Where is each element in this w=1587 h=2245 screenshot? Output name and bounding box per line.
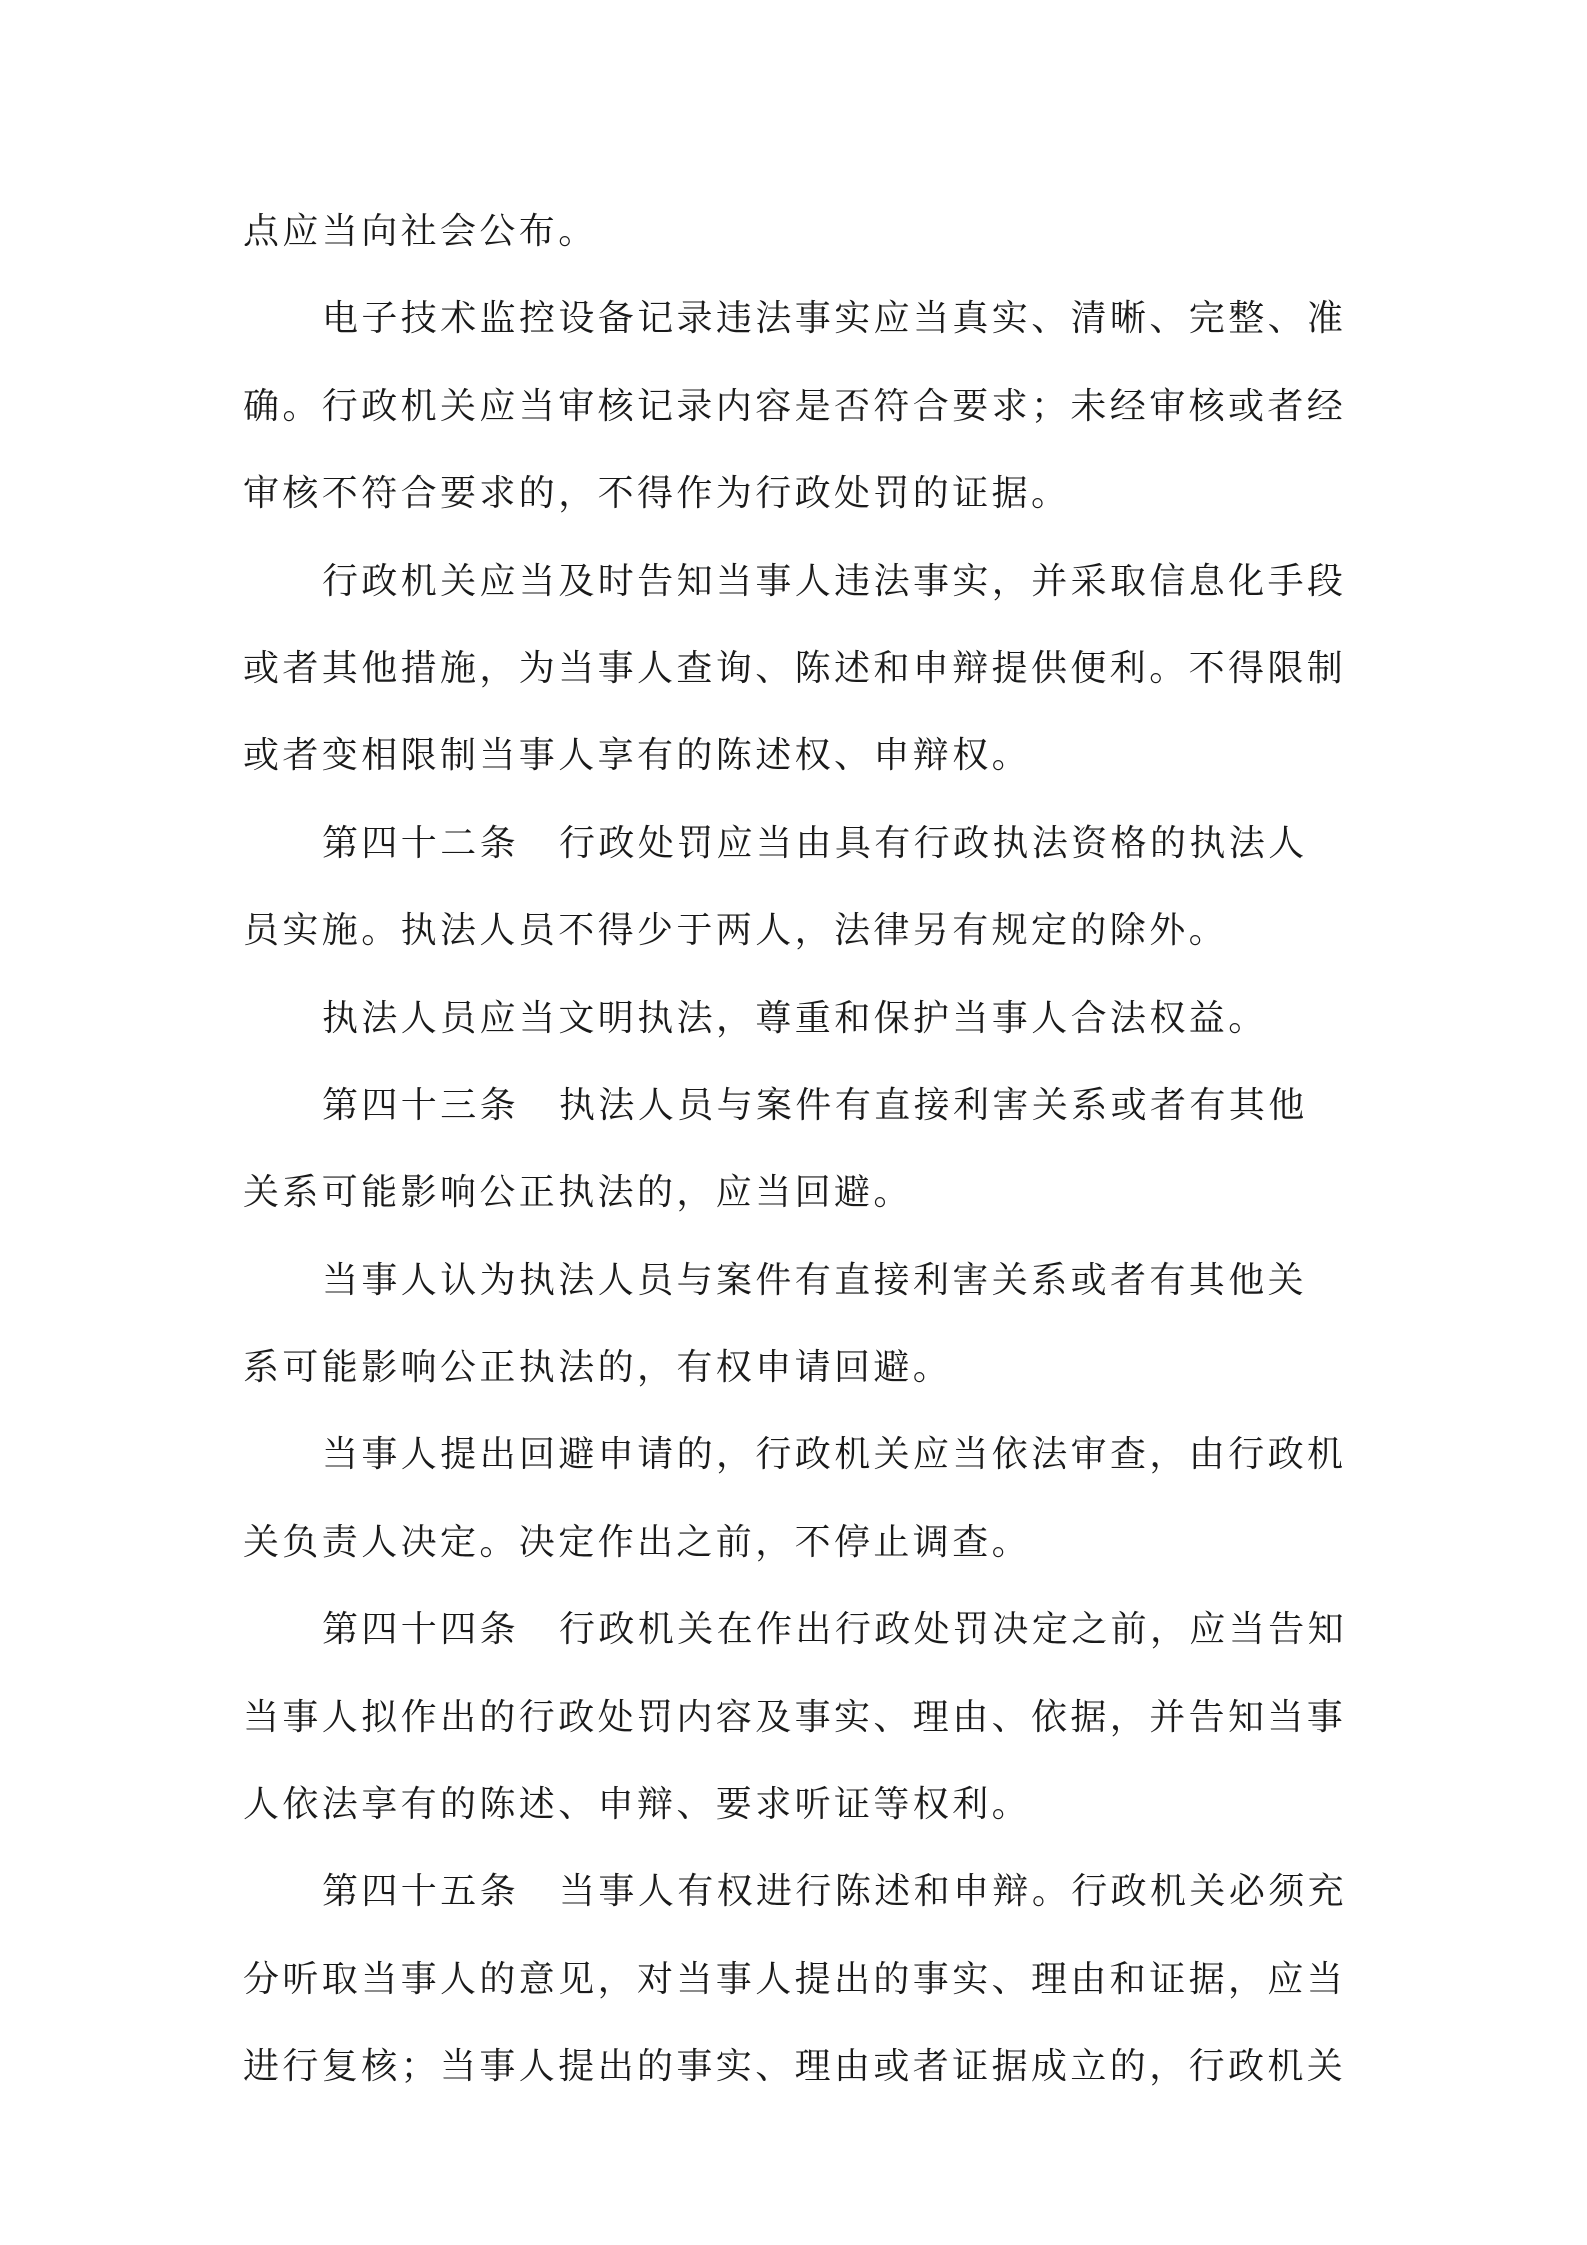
article-first-line	[243, 1586, 1353, 1673]
text-line: 当事人提出回避申请的，行政机关应当依法审查，由行政机	[322, 1434, 1347, 1476]
paragraph-electronic-monitoring	[243, 275, 1353, 537]
text-line: 电子技术监控设备记录违法事实应当真实、清晰、完整、准	[322, 298, 1347, 340]
text-line: 关系可能影响公正执法的，应当回避。	[243, 1172, 913, 1214]
text-line: 分听取当事人的意见，对当事人提出的事实、理由和证据，应当	[243, 1958, 1347, 2000]
paragraph-continuation	[243, 188, 1353, 275]
text-line: 点应当向社会公布。	[243, 211, 598, 252]
text-line: 进行复核；当事人提出的事实、理由或者证据成立的，行政机关	[243, 2046, 1347, 2088]
text-line: 确。行政机关应当审核记录内容是否符合要求；未经审核或者经	[243, 385, 1347, 427]
text-line: 当事人有权进行陈述和申辩。行政机关必须充	[559, 1871, 1348, 1913]
paragraph-article-43	[243, 1062, 1353, 1237]
article-number: 第四十二条	[322, 822, 520, 864]
text-line: 当事人认为执法人员与案件有直接利害关系或者有其他关	[322, 1259, 1308, 1301]
text-line: 执法人员应当文明执法，尊重和保护当事人合法权益。	[322, 997, 1268, 1039]
text-line: 或者变相限制当事人享有的陈述权、申辩权。	[243, 735, 1032, 777]
text-line: 人依法享有的陈述、申辩、要求听证等权利。	[243, 1784, 1032, 1826]
text-line: 行政机关应当及时告知当事人违法事实，并采取信息化手段	[322, 560, 1347, 602]
paragraph-article-42	[243, 800, 1353, 975]
article-first-line	[243, 800, 1353, 887]
text-line: 员实施。执法人员不得少于两人，法律另有规定的除外。	[243, 910, 1229, 952]
text-line: 或者其他措施，为当事人查询、陈述和申辩提供便利。不得限制	[243, 647, 1347, 689]
text-line: 系可能影响公正执法的，有权申请回避。	[243, 1347, 953, 1389]
article-number: 第四十三条	[322, 1084, 520, 1126]
article-number: 第四十四条	[322, 1609, 520, 1651]
paragraph-article-45	[243, 1848, 1353, 2110]
paragraph-recusal-right	[243, 1237, 1353, 1412]
text-line: 行政处罚应当由具有行政执法资格的执法人	[559, 822, 1308, 864]
text-line: 审核不符合要求的，不得作为行政处罚的证据。	[243, 473, 1071, 515]
text-line: 行政机关在作出行政处罚决定之前，应当告知	[559, 1609, 1348, 1651]
article-first-line	[243, 1062, 1353, 1149]
text-line: 执法人员与案件有直接利害关系或者有其他	[559, 1084, 1308, 1126]
document-body	[243, 188, 1353, 2111]
paragraph-notify-party	[243, 538, 1353, 800]
paragraph-civil-enforcement	[243, 975, 1353, 1062]
paragraph-recusal-review	[243, 1411, 1353, 1586]
text-line: 关负责人决定。决定作出之前，不停止调查。	[243, 1521, 1032, 1563]
paragraph-article-44	[243, 1586, 1353, 1848]
text-line: 当事人拟作出的行政处罚内容及事实、理由、依据，并告知当事	[243, 1696, 1347, 1738]
article-first-line	[243, 1848, 1353, 1935]
article-number: 第四十五条	[322, 1871, 520, 1913]
